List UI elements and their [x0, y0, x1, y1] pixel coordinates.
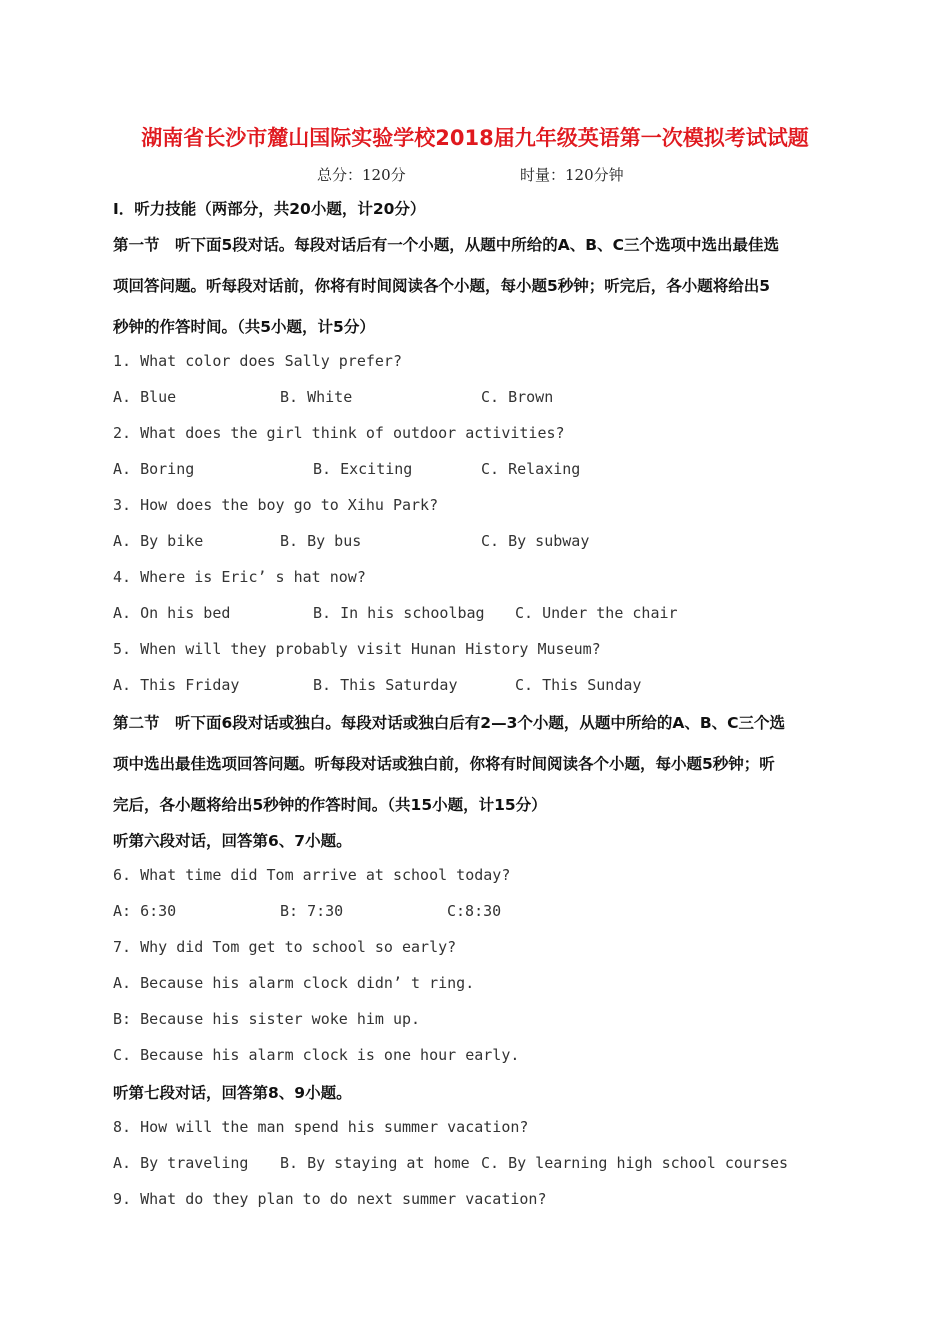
question-5-option-b: B. This Saturday	[313, 676, 458, 694]
question-6-stem: 6. What time did Tom arrive at school today?	[113, 866, 511, 884]
exam-duration: 时量：120分钟	[520, 166, 624, 184]
question-6-option-c: C:8:30	[447, 902, 502, 920]
question-2-option-c: C. Relaxing	[481, 460, 581, 478]
question-3-option-a: A. By bike	[113, 532, 204, 550]
question-1-stem: 1. What color does Sally prefer?	[113, 352, 402, 370]
dialog-6-heading: 听第六段对话，回答第6、7小题。	[113, 832, 352, 850]
total-score: 总分：120分	[317, 166, 406, 184]
question-8-option-b: B. By staying at home	[280, 1154, 470, 1172]
question-6-option-b: B: 7:30	[280, 902, 344, 920]
question-4-option-a: A. On his bed	[113, 604, 231, 622]
question-4-option-b: B. In his schoolbag	[313, 604, 485, 622]
question-9-stem: 9. What do they plan to do next summer vacation?	[113, 1190, 547, 1208]
section1-instruction-line2: 项回答问题。听每段对话前，你将有时间阅读各个小题，每小题5秒钟；听完后，各小题将给出5	[113, 277, 771, 295]
question-8-option-a: A. By traveling	[113, 1154, 249, 1172]
section2-instruction-line3: 完后，各小题将给出5秒钟的作答时间。（共15小题，计15分）	[113, 796, 547, 814]
question-6-option-a: A: 6:30	[113, 902, 177, 920]
section1-instruction-line3: 秒钟的作答时间。（共5小题，计5分）	[113, 318, 375, 336]
section2-instruction-line1: 第二节 听下面6段对话或独白。每段对话或独白后有2—3个小题，从题中所给的A、B、C三个选	[113, 714, 786, 732]
question-4-option-c: C. Under the chair	[515, 604, 678, 622]
section1-instruction-line1: 第一节 听下面5段对话。每段对话后有一个小题，从题中所给的A、B、C三个选项中选出最佳选	[113, 236, 779, 254]
question-3-option-b: B. By bus	[280, 532, 362, 550]
question-5-stem: 5. When will they probably visit Hunan History Museum?	[113, 640, 601, 658]
question-1-option-a: A. Blue	[113, 388, 177, 406]
question-1-option-b: B. White	[280, 388, 353, 406]
question-8-stem: 8. How will the man spend his summer vacation?	[113, 1118, 529, 1136]
section2-instruction-line2: 项中选出最佳选项回答问题。听每段对话或独白前，你将有时间阅读各个小题，每小题5秒钟；听	[113, 755, 775, 773]
question-7-option-c: C. Because his alarm clock is one hour early.	[113, 1046, 520, 1064]
question-7-option-a: A. Because his alarm clock didn’ t ring.	[113, 974, 475, 992]
question-3-stem: 3. How does the boy go to Xihu Park?	[113, 496, 439, 514]
question-2-option-a: A. Boring	[113, 460, 195, 478]
question-4-stem: 4. Where is Eric’ s hat now?	[113, 568, 366, 586]
question-2-stem: 2. What does the girl think of outdoor activities?	[113, 424, 565, 442]
question-5-option-a: A. This Friday	[113, 676, 240, 694]
part1-heading: Ⅰ．听力技能（两部分，共20小题，计20分）	[113, 200, 426, 218]
dialog-7-heading: 听第七段对话，回答第8、9小题。	[113, 1084, 352, 1102]
question-3-option-c: C. By subway	[481, 532, 590, 550]
question-5-option-c: C. This Sunday	[515, 676, 642, 694]
question-2-option-b: B. Exciting	[313, 460, 413, 478]
question-7-stem: 7. Why did Tom get to school so early?	[113, 938, 457, 956]
question-1-option-c: C. Brown	[481, 388, 554, 406]
question-8-option-c: C. By learning high school courses	[481, 1154, 789, 1172]
question-7-option-b: B: Because his sister woke him up.	[113, 1010, 421, 1028]
exam-title: 湖南省长沙市麓山国际实验学校2018届九年级英语第一次模拟考试试题	[141, 126, 809, 150]
